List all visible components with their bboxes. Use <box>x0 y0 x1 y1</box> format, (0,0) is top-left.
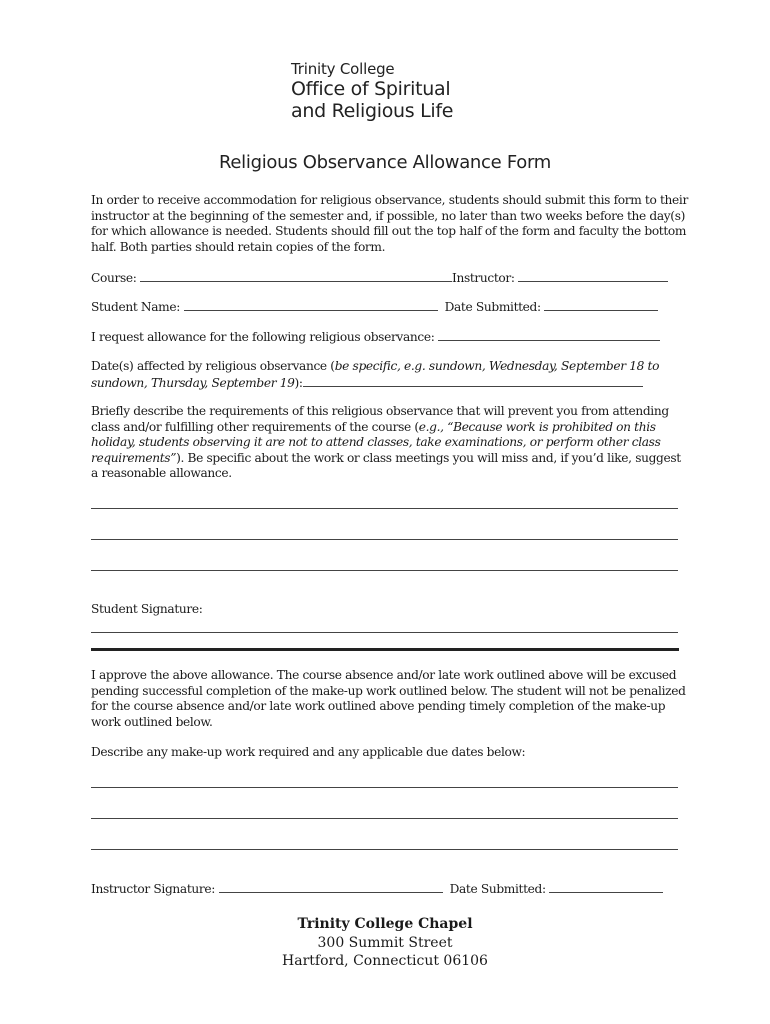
course-label: Course: <box>91 271 137 285</box>
dates-affected-suffix: ): <box>294 375 303 390</box>
allowance-field[interactable] <box>438 329 660 341</box>
allowance-label: I request allowance for the following religious observance: <box>91 330 435 344</box>
allowance-row <box>91 329 681 346</box>
form-title: Religious Observance Allowance Form <box>219 152 551 173</box>
requirements-answer-line-1[interactable] <box>91 508 678 509</box>
makeup-answer-line-2[interactable] <box>91 818 678 819</box>
makeup-answer-line-1[interactable] <box>91 787 678 788</box>
student-name-field[interactable] <box>184 299 438 311</box>
requirements-example-prefix: e.g., <box>418 419 448 434</box>
instructor-date-label: Date Submitted: <box>449 882 546 896</box>
dates-affected-field[interactable] <box>303 375 643 387</box>
footer-address <box>0 915 770 971</box>
course-row <box>91 270 681 287</box>
requirements-text-start: Briefly describe the requirements of this religious observance that will prevent you from attending class and/or fulfilling other requirements of the course ( <box>91 404 669 434</box>
instructor-signature-label: Instructor Signature: <box>91 882 215 896</box>
instructor-signature-row <box>91 881 681 898</box>
course-field[interactable] <box>140 270 452 282</box>
student-name-row <box>91 299 681 316</box>
requirements-text-end: ). Be specific about the work or class meetings you will miss and, if you’d like, suggest a reasonable allowance. <box>91 450 681 481</box>
footer-street: 300 Summit Street <box>317 934 453 951</box>
intro-paragraph: In order to receive accommodation for religious observance, students should submit this form to their instructor at the beginning of the semester and, if possible, no later than two weeks before the day(s) for which allowance is needed. Students should fill out the top half of the form and faculty the bottom half. Both parties should retain copies of the form. <box>91 193 688 254</box>
dates-affected-example: be specific, e.g. sundown, Wednesday, September 18 to sundown, Thursday, September 19 <box>91 359 660 390</box>
requirements-example: “Because work is prohibited on this holiday, students observing it are not to attend classes, take examinations, or perform other class requirements” <box>91 419 661 465</box>
approval-statement: I approve the above allowance. The course absence and/or late work outlined above will be excused pending successful completion of the make-up work outlined below. The student will not be penalized for the course absence and/or late work outlined above pending timely completion of the make-up work outlined below. <box>91 668 686 729</box>
instructor-label: Instructor: <box>452 271 515 285</box>
requirements-answer-line-3[interactable] <box>91 570 678 571</box>
requirements-answer-line-2[interactable] <box>91 539 678 540</box>
date-submitted-field[interactable] <box>544 299 658 311</box>
instructor-date-field[interactable] <box>549 881 663 893</box>
dates-affected-label: Date(s) affected by religious observance ( <box>91 359 335 373</box>
makeup-answer-line-3[interactable] <box>91 849 678 850</box>
office-name-line1: Office of Spiritual <box>291 78 451 100</box>
college-name: Trinity College <box>291 60 395 78</box>
student-signature-field[interactable] <box>91 632 678 633</box>
letterhead <box>291 60 453 122</box>
instructor-signature-field[interactable] <box>219 881 443 893</box>
office-name-line2: and Religious Life <box>291 100 454 122</box>
requirements-paragraph <box>91 404 691 482</box>
makeup-label: Describe any make-up work required and any applicable due dates below: <box>91 745 526 759</box>
dates-affected-row <box>91 359 683 391</box>
student-name-label: Student Name: <box>91 300 180 314</box>
date-submitted-label: Date Submitted: <box>444 300 541 314</box>
footer-city: Hartford, Connecticut 06106 <box>282 953 488 969</box>
footer-chapel-name: Trinity College Chapel <box>297 916 473 932</box>
student-signature-label: Student Signature: <box>91 602 203 616</box>
instructor-field[interactable] <box>518 270 668 282</box>
section-divider <box>91 648 679 651</box>
